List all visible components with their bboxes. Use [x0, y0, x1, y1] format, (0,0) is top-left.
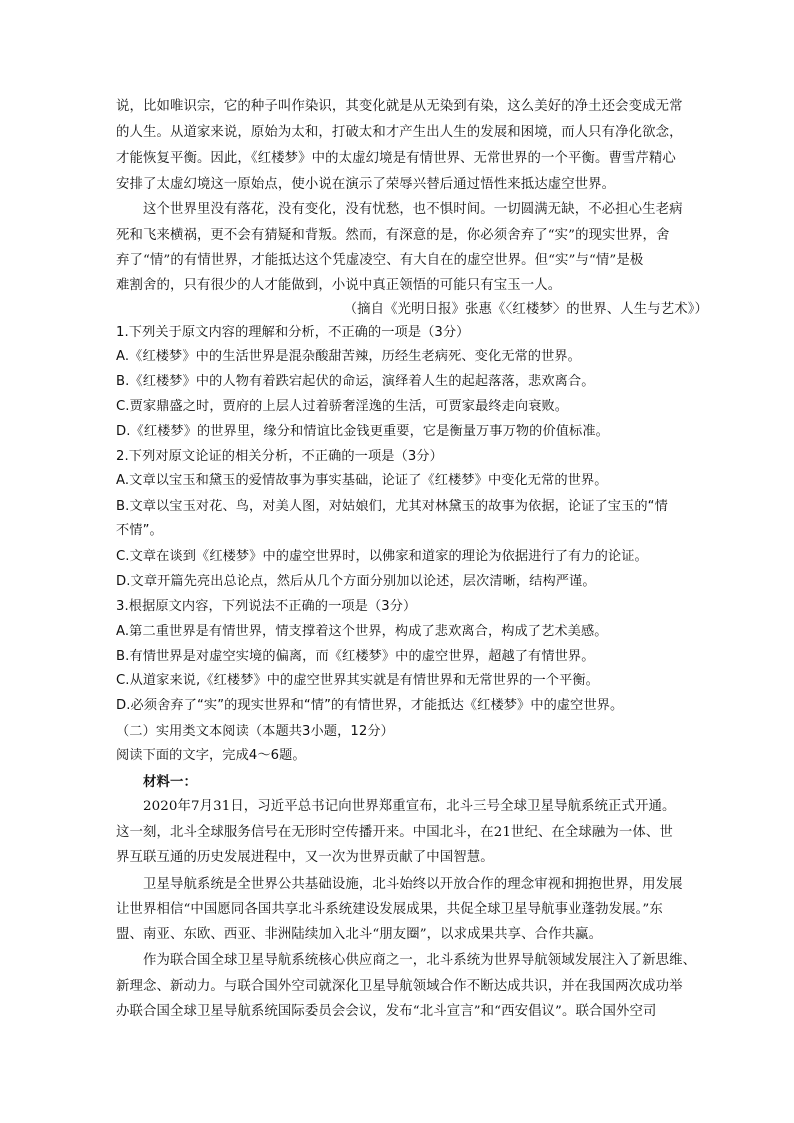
question-option: D.文章开篇先亮出总论点，然后从几个方面分别加以论述，层次清晰，结构严谨。: [116, 574, 596, 589]
material-title: 材料一：: [143, 774, 197, 790]
section-heading: （二）实用类文本阅读（本题共3小题，12分）: [116, 724, 394, 739]
material-line: 卫星导航系统是全世界公共基础设施，北斗始终以开放合作的理念审视和拥抱世界，用发展: [143, 877, 683, 892]
question-option-continuation: 不情”。: [116, 523, 163, 538]
question-option: D.必须舍弃了“实”的现实世界和“情”的有情世界，才能抵达《红楼梦》中的虚空世界。: [116, 698, 624, 713]
material-line: 让世界相信“中国愿同各国共享北斗系统建设发展成果，共促全球卫星导航事业蓬勃发展。”东: [116, 902, 663, 917]
question-stem: 3.根据原文内容，下列说法不正确的一项是（3分）: [116, 599, 417, 614]
section-instruction: 阅读下面的文字，完成4～6题。: [116, 748, 306, 763]
passage-line: 死和飞来横祸，更不会有猜疑和背叛。然而，有深意的是，你必须舍弃了“实”的现实世界，舍: [116, 228, 670, 243]
material-line: 办联合国全球卫星导航系统国际委员会会议，发布“北斗宣言”和“西安倡议”。联合国外空司: [116, 1004, 657, 1019]
question-option: B.《红楼梦》中的人物有着跌宕起伏的命运，演绎着人生的起起落落，悲欢离合。: [116, 374, 595, 389]
material-line: 新理念、新动力。与联合国外空司就深化卫星导航领域合作不断达成共识，并在我国两次成功举: [116, 979, 683, 994]
question-option: A.《红楼梦》中的生活世界是混杂酸甜苦辣，历经生老病死、变化无常的世界。: [116, 349, 581, 364]
material-line: 盟、南亚、东欧、西亚、非洲陆续加入北斗“朋友圈”，以求成果共享、合作共赢。: [116, 927, 603, 942]
question-option: B.有情世界是对虚空实境的偏离，而《红楼梦》中的虚空世界，超越了有情世界。: [116, 649, 595, 664]
material-line: 作为联合国全球卫星导航系统核心供应商之一，北斗系统为世界导航领域发展注入了新思维、: [143, 953, 697, 968]
question-option: B.文章以宝玉对花、鸟，对美人图，对姑娘们，尤其对林黛玉的故事为依据，论证了宝玉的“情: [116, 499, 668, 514]
passage-line: 弃了“情”的有情世界，才能抵达这个凭虚凌空、有大自在的虚空世界。但“实”与“情”是极: [116, 253, 644, 268]
passage-line: 说，比如唯识宗，它的种子叫作染识，其变化就是从无染到有染，这么美好的净土还会变成无常: [116, 99, 683, 114]
passage-line: 才能恢复平衡。因此，《红楼梦》中的太虚幻境是有情世界、无常世界的一个平衡。曹雪芹精心: [116, 151, 676, 166]
passage-line: 难割舍的，只有很少的人才能做到，小说中真正领悟的可能只有宝玉一人。: [116, 278, 562, 293]
material-line: 2020年7月31日，习近平总书记向世界郑重宣布，北斗三号全球卫星导航系统正式开通。: [143, 799, 676, 814]
question-option: C.贾家鼎盛之时，贾府的上层人过着骄奢淫逸的生活，可贾家最终走向衰败。: [116, 399, 569, 414]
question-option: D.《红楼梦》的世界里，缘分和情谊比金钱更重要，它是衡量万事万物的价值标准。: [116, 424, 609, 439]
passage-line: 的人生。从道家来说，原始为太和，打破太和才产生出人生的发展和困境，而人只有净化欲念，: [116, 125, 683, 140]
question-option: A.第二重世界是有情世界，情支撑着这个世界，构成了悲欢离合，构成了艺术美感。: [116, 624, 608, 639]
question-stem: 2.下列对原文论证的相关分析，不正确的一项是（3分）: [116, 449, 443, 464]
question-stem: 1.下列关于原文内容的理解和分析，不正确的一项是（3分）: [116, 325, 470, 340]
passage-source: （摘自《光明日报》张惠《〈红楼梦〉的世界、人生与艺术》）: [343, 302, 708, 317]
question-option: C.文章在谈到《红楼梦》中的虚空世界时，以佛家和道家的理论为依据进行了有力的论证。: [116, 549, 648, 564]
question-option: A.文章以宝玉和黛玉的爱情故事为事实基础，论证了《红楼梦》中变化无常的世界。: [116, 473, 608, 488]
question-option: C.从道家来说,《红楼梦》中的虚空世界其实就是有情世界和无常世界的一个平衡。: [116, 673, 599, 688]
material-line: 这一刻，北斗全球服务信号在无形时空传播开来。中国北斗，在21世纪、在全球融为一体、世: [116, 825, 673, 840]
material-line: 界互联互通的历史发展进程中，又一次为世界贡献了中国智慧。: [116, 850, 494, 865]
passage-line: 这个世界里没有落花，没有变化，没有忧愁，也不惧时间。一切圆满无缺，不必担心生老病: [143, 202, 683, 217]
passage-line: 安排了太虚幻境这一原始点，使小说在演示了荣辱兴替后通过悟性来抵达虚空世界。: [116, 177, 616, 192]
